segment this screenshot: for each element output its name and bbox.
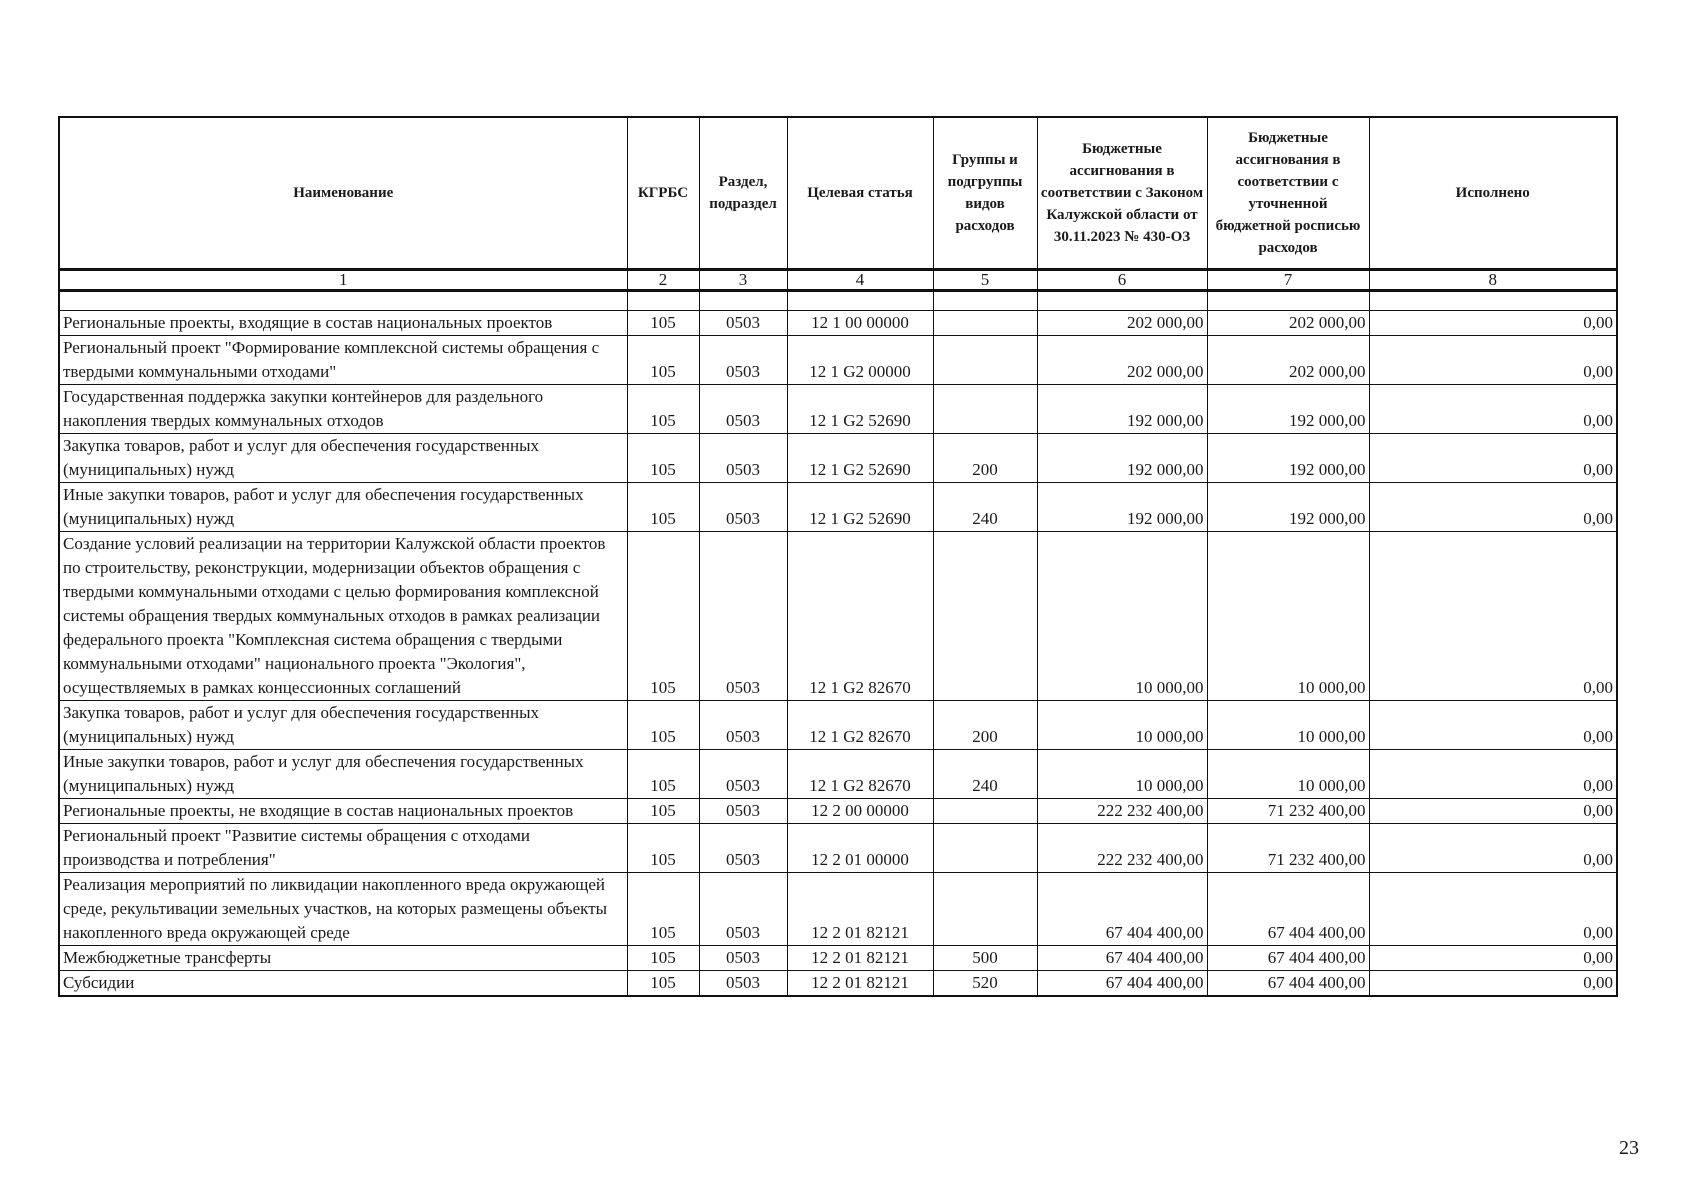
table-row — [59, 336, 1617, 385]
cell-name: Региональные проекты, не входящие в состав национальных проектов — [59, 799, 627, 824]
cell-law-allocation: 67 404 400,00 — [1037, 971, 1207, 997]
cell-law-allocation: 202 000,00 — [1037, 311, 1207, 336]
cell-kgrbs: 105 — [627, 701, 699, 750]
cell-name: Иные закупки товаров, работ и услуг для обеспечения государственных (муниципальных) нужд — [59, 750, 627, 799]
cell-expense-group — [933, 824, 1037, 873]
cell-target-article: 12 2 01 82121 — [787, 873, 933, 946]
cell-name: Создание условий реализации на территории Калужской области проектов по строительству, реконструкции, модернизации объектов обращения с твердыми коммунальными отходами с целью формирования комплексной системы обращения твердых коммунальных отходов в рамках реализации федерального проекта "Комплексная система обращения с твердыми коммунальными отходами" национального проекта "Экология", осуществляемых в рамках концессионных соглашений — [59, 532, 627, 701]
cell-target-article: 12 2 01 82121 — [787, 971, 933, 997]
cell-law-allocation: 192 000,00 — [1037, 434, 1207, 483]
cell-section: 0503 — [699, 532, 787, 701]
cell-refined-allocation: 67 404 400,00 — [1207, 946, 1369, 971]
cell-target-article: 12 1 G2 82670 — [787, 532, 933, 701]
table-row — [59, 873, 1617, 946]
table-row — [59, 434, 1617, 483]
header-target-article: Целевая статья — [787, 117, 933, 270]
cell-section: 0503 — [699, 434, 787, 483]
table-row — [59, 311, 1617, 336]
cell-kgrbs: 105 — [627, 434, 699, 483]
cell-name: Иные закупки товаров, работ и услуг для обеспечения государственных (муниципальных) нужд — [59, 483, 627, 532]
cell-section: 0503 — [699, 701, 787, 750]
cell-refined-allocation: 10 000,00 — [1207, 750, 1369, 799]
cell-section: 0503 — [699, 971, 787, 997]
cell-refined-allocation: 202 000,00 — [1207, 311, 1369, 336]
cell-kgrbs: 105 — [627, 799, 699, 824]
cell-section: 0503 — [699, 946, 787, 971]
cell-law-allocation: 222 232 400,00 — [1037, 799, 1207, 824]
cell-law-allocation: 10 000,00 — [1037, 750, 1207, 799]
table-body — [59, 291, 1617, 997]
spacer-cell — [1037, 291, 1207, 311]
cell-kgrbs: 105 — [627, 946, 699, 971]
header-executed: Исполнено — [1369, 117, 1617, 270]
cell-kgrbs: 105 — [627, 750, 699, 799]
cell-executed: 0,00 — [1369, 532, 1617, 701]
spacer-cell — [1207, 291, 1369, 311]
cell-kgrbs: 105 — [627, 483, 699, 532]
table-row — [59, 799, 1617, 824]
cell-executed: 0,00 — [1369, 799, 1617, 824]
table-row — [59, 750, 1617, 799]
cell-kgrbs: 105 — [627, 824, 699, 873]
cell-law-allocation: 202 000,00 — [1037, 336, 1207, 385]
cell-refined-allocation: 192 000,00 — [1207, 483, 1369, 532]
cell-kgrbs: 105 — [627, 336, 699, 385]
column-number: 7 — [1207, 270, 1369, 291]
column-number: 6 — [1037, 270, 1207, 291]
cell-executed: 0,00 — [1369, 311, 1617, 336]
cell-executed: 0,00 — [1369, 873, 1617, 946]
cell-expense-group — [933, 532, 1037, 701]
header-section: Раздел, подраздел — [699, 117, 787, 270]
cell-refined-allocation: 10 000,00 — [1207, 701, 1369, 750]
cell-executed: 0,00 — [1369, 824, 1617, 873]
cell-refined-allocation: 67 404 400,00 — [1207, 873, 1369, 946]
cell-section: 0503 — [699, 799, 787, 824]
cell-target-article: 12 1 00 00000 — [787, 311, 933, 336]
column-number-row — [59, 270, 1617, 291]
column-number: 5 — [933, 270, 1037, 291]
spacer-cell — [787, 291, 933, 311]
cell-target-article: 12 2 01 00000 — [787, 824, 933, 873]
column-number: 1 — [59, 270, 627, 291]
cell-target-article: 12 1 G2 82670 — [787, 750, 933, 799]
cell-name: Субсидии — [59, 971, 627, 997]
cell-expense-group: 200 — [933, 701, 1037, 750]
column-number: 4 — [787, 270, 933, 291]
cell-refined-allocation: 192 000,00 — [1207, 385, 1369, 434]
cell-target-article: 12 1 G2 52690 — [787, 483, 933, 532]
cell-expense-group: 240 — [933, 750, 1037, 799]
cell-kgrbs: 105 — [627, 311, 699, 336]
cell-expense-group: 240 — [933, 483, 1037, 532]
cell-section: 0503 — [699, 336, 787, 385]
cell-expense-group: 200 — [933, 434, 1037, 483]
cell-refined-allocation: 71 232 400,00 — [1207, 799, 1369, 824]
budget-table-sheet — [58, 116, 1616, 997]
cell-law-allocation: 10 000,00 — [1037, 532, 1207, 701]
budget-execution-table — [58, 116, 1618, 997]
spacer-cell — [933, 291, 1037, 311]
cell-law-allocation: 222 232 400,00 — [1037, 824, 1207, 873]
cell-executed: 0,00 — [1369, 434, 1617, 483]
cell-law-allocation: 192 000,00 — [1037, 483, 1207, 532]
cell-executed: 0,00 — [1369, 701, 1617, 750]
cell-section: 0503 — [699, 750, 787, 799]
cell-target-article: 12 1 G2 82670 — [787, 701, 933, 750]
cell-expense-group: 500 — [933, 946, 1037, 971]
spacer-cell — [1369, 291, 1617, 311]
spacer-cell — [699, 291, 787, 311]
cell-target-article: 12 1 G2 00000 — [787, 336, 933, 385]
column-number: 3 — [699, 270, 787, 291]
cell-executed: 0,00 — [1369, 946, 1617, 971]
cell-target-article: 12 2 01 82121 — [787, 946, 933, 971]
cell-name: Реализация мероприятий по ликвидации накопленного вреда окружающей среде, рекультивации земельных участков, на которых размещены объекты накопленного вреда окружающей среде — [59, 873, 627, 946]
cell-name: Государственная поддержка закупки контейнеров для раздельного накопления твердых коммунальных отходов — [59, 385, 627, 434]
cell-executed: 0,00 — [1369, 336, 1617, 385]
cell-law-allocation: 10 000,00 — [1037, 701, 1207, 750]
header-law-allocation: Бюджетные ассигнования в соответствии с Законом Калужской области от 30.11.2023 № 430-ОЗ — [1037, 117, 1207, 270]
page-number: 23 — [1619, 1137, 1639, 1159]
column-number: 8 — [1369, 270, 1617, 291]
spacer-cell — [59, 291, 627, 311]
cell-section: 0503 — [699, 483, 787, 532]
cell-name: Региональный проект "Развитие системы обращения с отходами производства и потребления" — [59, 824, 627, 873]
cell-section: 0503 — [699, 824, 787, 873]
cell-refined-allocation: 67 404 400,00 — [1207, 971, 1369, 997]
cell-kgrbs: 105 — [627, 532, 699, 701]
cell-expense-group — [933, 873, 1037, 946]
table-row — [59, 971, 1617, 997]
cell-refined-allocation: 71 232 400,00 — [1207, 824, 1369, 873]
cell-law-allocation: 67 404 400,00 — [1037, 873, 1207, 946]
cell-name: Закупка товаров, работ и услуг для обеспечения государственных (муниципальных) нужд — [59, 701, 627, 750]
cell-refined-allocation: 202 000,00 — [1207, 336, 1369, 385]
cell-expense-group — [933, 336, 1037, 385]
column-number: 2 — [627, 270, 699, 291]
cell-refined-allocation: 192 000,00 — [1207, 434, 1369, 483]
table-row — [59, 483, 1617, 532]
table-row — [59, 701, 1617, 750]
cell-name: Закупка товаров, работ и услуг для обеспечения государственных (муниципальных) нужд — [59, 434, 627, 483]
cell-section: 0503 — [699, 873, 787, 946]
cell-expense-group — [933, 311, 1037, 336]
cell-executed: 0,00 — [1369, 385, 1617, 434]
cell-kgrbs: 105 — [627, 385, 699, 434]
table-row — [59, 385, 1617, 434]
cell-section: 0503 — [699, 311, 787, 336]
cell-target-article: 12 1 G2 52690 — [787, 385, 933, 434]
cell-law-allocation: 192 000,00 — [1037, 385, 1207, 434]
cell-expense-group — [933, 799, 1037, 824]
cell-kgrbs: 105 — [627, 873, 699, 946]
header-name: Наименование — [59, 117, 627, 270]
cell-law-allocation: 67 404 400,00 — [1037, 946, 1207, 971]
cell-executed: 0,00 — [1369, 750, 1617, 799]
cell-executed: 0,00 — [1369, 971, 1617, 997]
header-expense-group: Группы и подгруппы видов расходов — [933, 117, 1037, 270]
spacer-cell — [627, 291, 699, 311]
cell-kgrbs: 105 — [627, 971, 699, 997]
cell-name: Региональные проекты, входящие в состав национальных проектов — [59, 311, 627, 336]
table-header-row — [59, 117, 1617, 270]
cell-executed: 0,00 — [1369, 483, 1617, 532]
cell-target-article: 12 2 00 00000 — [787, 799, 933, 824]
table-row — [59, 824, 1617, 873]
cell-refined-allocation: 10 000,00 — [1207, 532, 1369, 701]
table-row — [59, 946, 1617, 971]
cell-section: 0503 — [699, 385, 787, 434]
header-refined-allocation: Бюджетные ассигнования в соответствии с уточненной бюджетной росписью расходов — [1207, 117, 1369, 270]
spacer-row — [59, 291, 1617, 311]
cell-name: Региональный проект "Формирование комплексной системы обращения с твердыми коммунальными отходами" — [59, 336, 627, 385]
table-row — [59, 532, 1617, 701]
cell-expense-group: 520 — [933, 971, 1037, 997]
header-kgrbs: КГРБС — [627, 117, 699, 270]
cell-target-article: 12 1 G2 52690 — [787, 434, 933, 483]
cell-expense-group — [933, 385, 1037, 434]
cell-name: Межбюджетные трансферты — [59, 946, 627, 971]
